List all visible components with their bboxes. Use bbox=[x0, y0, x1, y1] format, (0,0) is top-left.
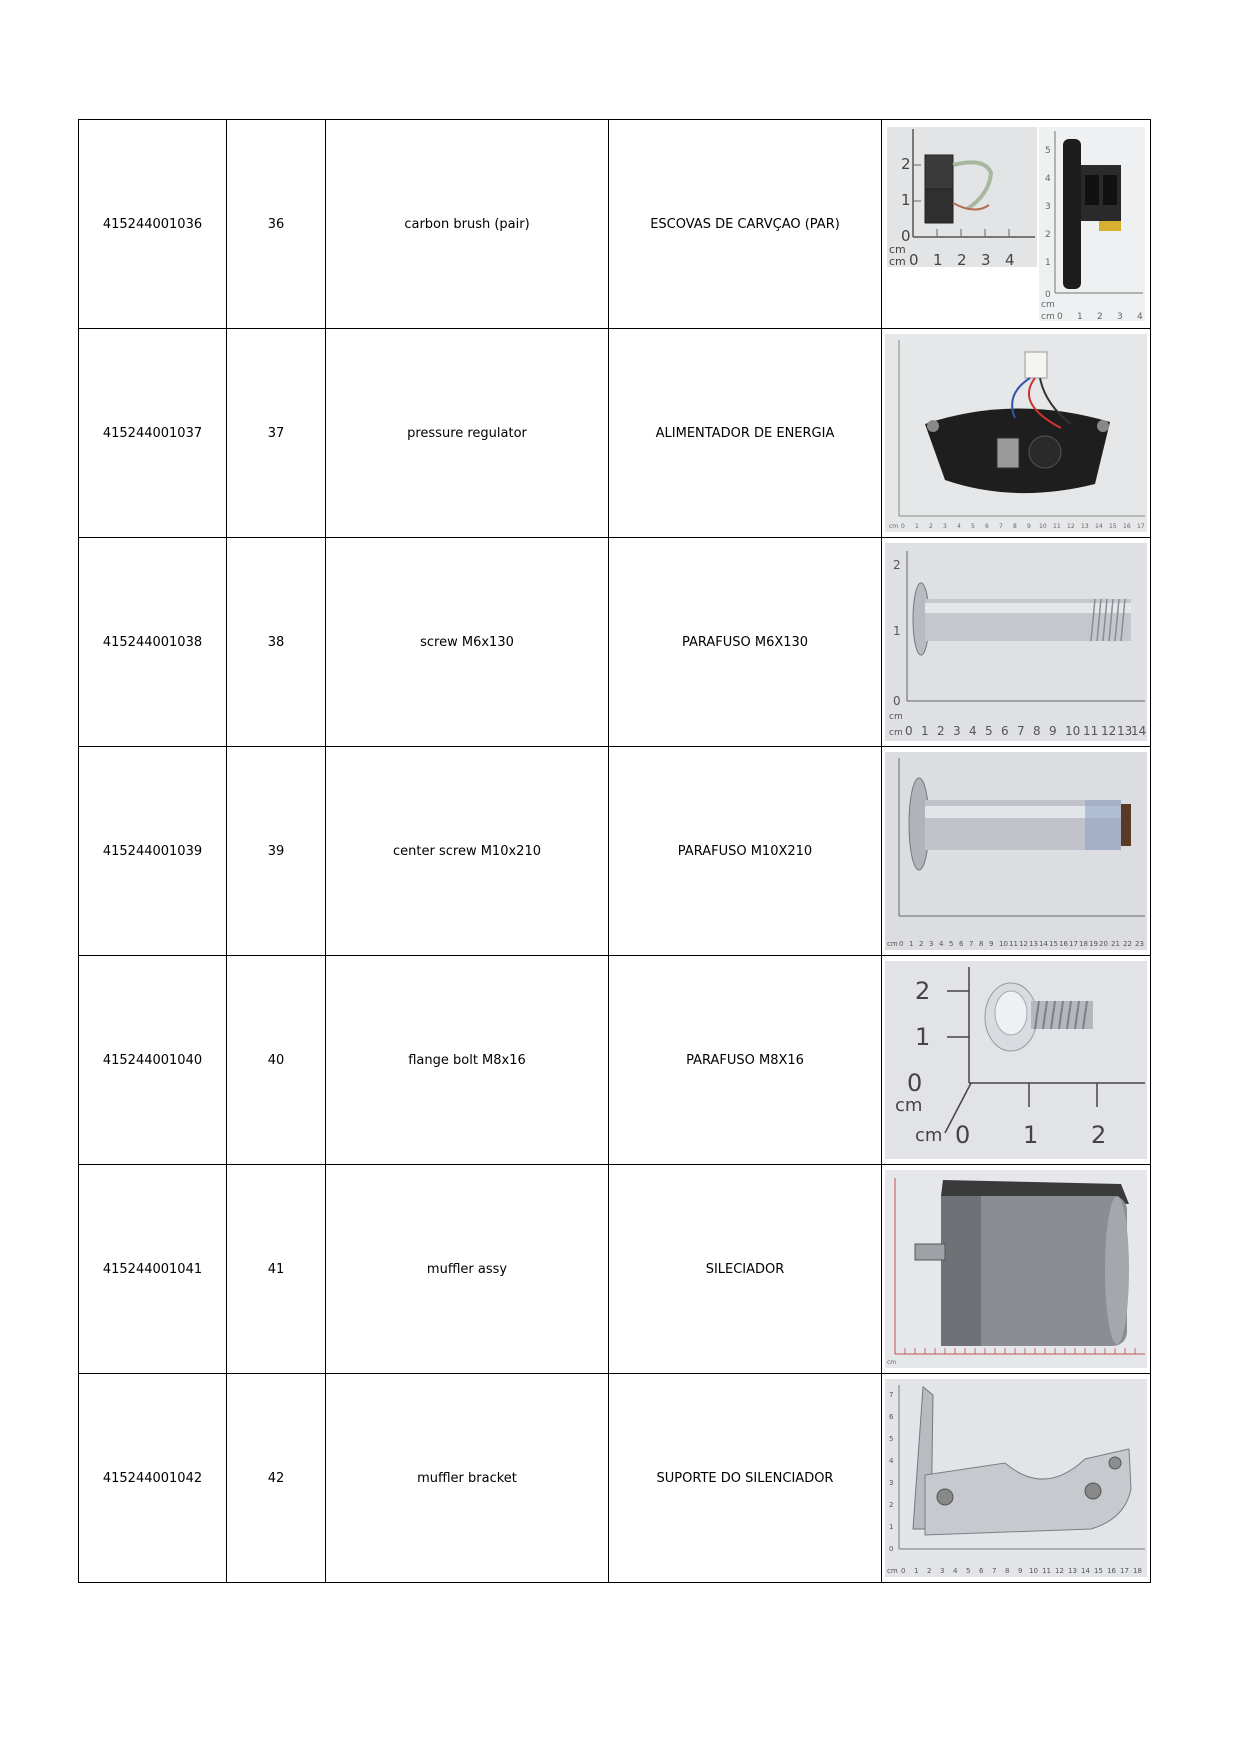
svg-text:cm: cm bbox=[915, 1125, 943, 1146]
svg-text:6: 6 bbox=[1001, 724, 1009, 738]
svg-text:11: 11 bbox=[1083, 724, 1099, 738]
svg-text:18: 18 bbox=[1133, 1567, 1142, 1575]
svg-text:cm: cm bbox=[1041, 312, 1055, 322]
svg-text:3: 3 bbox=[943, 523, 947, 530]
svg-text:16: 16 bbox=[1123, 523, 1131, 530]
svg-text:16: 16 bbox=[1107, 1567, 1116, 1575]
item-number: 37 bbox=[227, 329, 326, 538]
svg-text:4: 4 bbox=[957, 523, 961, 530]
muffler-photo bbox=[885, 1170, 1147, 1368]
svg-text:1: 1 bbox=[889, 1523, 894, 1531]
svg-text:13: 13 bbox=[1117, 724, 1133, 738]
svg-text:1: 1 bbox=[914, 1567, 919, 1575]
svg-text:12: 12 bbox=[1055, 1567, 1064, 1575]
svg-text:8: 8 bbox=[1005, 1567, 1010, 1575]
svg-text:14: 14 bbox=[1081, 1567, 1090, 1575]
svg-text:4: 4 bbox=[889, 1457, 894, 1465]
table-row bbox=[79, 1165, 1151, 1374]
svg-text:2: 2 bbox=[889, 1501, 894, 1509]
svg-text:0: 0 bbox=[907, 1069, 923, 1097]
muffler-bracket-photo bbox=[885, 1379, 1147, 1577]
svg-text:5: 5 bbox=[1045, 146, 1051, 156]
svg-text:11: 11 bbox=[1009, 940, 1018, 948]
svg-text:1: 1 bbox=[933, 251, 943, 269]
description-portuguese: PARAFUSO M8X16 bbox=[609, 956, 882, 1165]
svg-text:2: 2 bbox=[957, 251, 967, 269]
svg-text:0: 0 bbox=[901, 1567, 906, 1575]
item-number: 40 bbox=[227, 956, 326, 1165]
part-photo-cell bbox=[882, 1374, 1151, 1583]
svg-text:0: 0 bbox=[889, 1545, 894, 1553]
svg-text:0: 0 bbox=[955, 1121, 971, 1149]
svg-text:3: 3 bbox=[889, 1479, 894, 1487]
svg-text:13: 13 bbox=[1081, 523, 1089, 530]
svg-text:5: 5 bbox=[985, 724, 993, 738]
svg-text:5: 5 bbox=[966, 1567, 971, 1575]
svg-text:10: 10 bbox=[1029, 1567, 1038, 1575]
svg-text:9: 9 bbox=[989, 940, 994, 948]
svg-text:9: 9 bbox=[1018, 1567, 1023, 1575]
svg-text:0: 0 bbox=[899, 940, 904, 948]
svg-text:17: 17 bbox=[1069, 940, 1078, 948]
svg-text:4: 4 bbox=[1005, 251, 1015, 269]
table-row bbox=[79, 956, 1151, 1165]
table-row bbox=[79, 329, 1151, 538]
svg-text:1: 1 bbox=[921, 724, 929, 738]
svg-text:cm: cm bbox=[895, 1095, 923, 1116]
part-code: 415244001041 bbox=[79, 1165, 227, 1374]
part-photo-cell bbox=[882, 538, 1151, 747]
svg-text:4: 4 bbox=[939, 940, 944, 948]
svg-text:3: 3 bbox=[981, 251, 991, 269]
svg-text:8: 8 bbox=[1033, 724, 1041, 738]
svg-text:20: 20 bbox=[1099, 940, 1108, 948]
svg-text:0: 0 bbox=[1057, 312, 1063, 322]
svg-text:11: 11 bbox=[1053, 523, 1061, 530]
table-row bbox=[79, 1374, 1151, 1583]
svg-text:0: 0 bbox=[893, 694, 901, 708]
svg-text:9: 9 bbox=[1049, 724, 1057, 738]
svg-text:19: 19 bbox=[1089, 940, 1098, 948]
svg-text:0: 0 bbox=[905, 724, 913, 738]
description-english: muffler bracket bbox=[326, 1374, 609, 1583]
svg-text:14: 14 bbox=[1039, 940, 1048, 948]
description-portuguese: PARAFUSO M10X210 bbox=[609, 747, 882, 956]
svg-text:7: 7 bbox=[1017, 724, 1025, 738]
svg-text:2: 2 bbox=[915, 977, 931, 1005]
svg-text:11: 11 bbox=[1042, 1567, 1051, 1575]
svg-text:4: 4 bbox=[969, 724, 977, 738]
description-portuguese: PARAFUSO M6X130 bbox=[609, 538, 882, 747]
svg-text:6: 6 bbox=[985, 523, 989, 530]
item-number: 42 bbox=[227, 1374, 326, 1583]
table-row bbox=[79, 538, 1151, 747]
svg-text:3: 3 bbox=[929, 940, 934, 948]
part-code: 415244001037 bbox=[79, 329, 227, 538]
flange-bolt-photo bbox=[885, 961, 1147, 1159]
svg-text:23: 23 bbox=[1135, 940, 1144, 948]
svg-text:0: 0 bbox=[901, 523, 905, 530]
svg-text:8: 8 bbox=[1013, 523, 1017, 530]
voltage-regulator-photo bbox=[885, 334, 1147, 532]
svg-text:21: 21 bbox=[1111, 940, 1120, 948]
svg-text:5: 5 bbox=[971, 523, 975, 530]
table-row bbox=[79, 120, 1151, 329]
svg-text:3: 3 bbox=[1117, 312, 1123, 322]
svg-text:16: 16 bbox=[1059, 940, 1068, 948]
svg-text:1: 1 bbox=[1077, 312, 1083, 322]
svg-text:cm: cm bbox=[889, 728, 903, 738]
svg-text:cm: cm bbox=[889, 255, 906, 268]
svg-text:5: 5 bbox=[889, 1435, 894, 1443]
item-number: 36 bbox=[227, 120, 326, 329]
svg-text:13: 13 bbox=[1068, 1567, 1077, 1575]
svg-text:1: 1 bbox=[909, 940, 914, 948]
svg-text:1: 1 bbox=[915, 523, 919, 530]
svg-text:0: 0 bbox=[909, 251, 919, 269]
description-english: muffler assy bbox=[326, 1165, 609, 1374]
svg-text:2: 2 bbox=[893, 558, 901, 572]
svg-text:12: 12 bbox=[1067, 523, 1075, 530]
part-photo-cell bbox=[882, 1165, 1151, 1374]
svg-text:5: 5 bbox=[949, 940, 954, 948]
svg-text:1: 1 bbox=[915, 1023, 931, 1051]
svg-text:17: 17 bbox=[1137, 523, 1145, 530]
part-photo-cell bbox=[882, 329, 1151, 538]
svg-text:1: 1 bbox=[1045, 258, 1051, 268]
svg-text:9: 9 bbox=[1027, 523, 1031, 530]
svg-text:3: 3 bbox=[940, 1567, 945, 1575]
parts-table bbox=[78, 119, 1151, 1583]
description-portuguese: SUPORTE DO SILENCIADOR bbox=[609, 1374, 882, 1583]
svg-text:13: 13 bbox=[1029, 940, 1038, 948]
svg-text:7: 7 bbox=[999, 523, 1003, 530]
svg-text:7: 7 bbox=[992, 1567, 997, 1575]
svg-text:8: 8 bbox=[979, 940, 984, 948]
svg-text:cm: cm bbox=[887, 940, 898, 948]
svg-text:6: 6 bbox=[979, 1567, 984, 1575]
svg-text:4: 4 bbox=[1045, 174, 1051, 184]
item-number: 39 bbox=[227, 747, 326, 956]
svg-text:2: 2 bbox=[927, 1567, 932, 1575]
svg-text:22: 22 bbox=[1123, 940, 1132, 948]
svg-text:6: 6 bbox=[889, 1413, 894, 1421]
carbon-brush-photo bbox=[885, 125, 1147, 323]
svg-text:2: 2 bbox=[1097, 312, 1103, 322]
item-number: 38 bbox=[227, 538, 326, 747]
svg-text:7: 7 bbox=[889, 1391, 894, 1399]
svg-text:1: 1 bbox=[893, 624, 901, 638]
svg-text:4: 4 bbox=[1137, 312, 1143, 322]
svg-text:2: 2 bbox=[929, 523, 933, 530]
svg-text:2: 2 bbox=[1091, 1121, 1107, 1149]
svg-text:cm: cm bbox=[887, 1359, 897, 1366]
svg-text:14: 14 bbox=[1131, 724, 1147, 738]
part-photo-cell bbox=[882, 956, 1151, 1165]
svg-text:cm: cm bbox=[889, 523, 899, 530]
svg-text:6: 6 bbox=[959, 940, 964, 948]
svg-text:2: 2 bbox=[937, 724, 945, 738]
svg-text:10: 10 bbox=[999, 940, 1008, 948]
svg-text:15: 15 bbox=[1094, 1567, 1103, 1575]
description-english: screw M6x130 bbox=[326, 538, 609, 747]
part-code: 415244001038 bbox=[79, 538, 227, 747]
description-portuguese: ALIMENTADOR DE ENERGIA bbox=[609, 329, 882, 538]
part-code: 415244001042 bbox=[79, 1374, 227, 1583]
svg-text:7: 7 bbox=[969, 940, 974, 948]
part-code: 415244001036 bbox=[79, 120, 227, 329]
description-english: carbon brush (pair) bbox=[326, 120, 609, 329]
svg-text:3: 3 bbox=[1045, 202, 1051, 212]
part-code: 415244001039 bbox=[79, 747, 227, 956]
svg-text:cm: cm bbox=[889, 243, 906, 256]
svg-text:cm: cm bbox=[887, 1567, 898, 1575]
svg-text:12: 12 bbox=[1101, 724, 1117, 738]
svg-text:cm: cm bbox=[1041, 300, 1055, 310]
description-english: center screw M10x210 bbox=[326, 747, 609, 956]
svg-text:18: 18 bbox=[1079, 940, 1088, 948]
svg-text:cm: cm bbox=[889, 712, 903, 722]
part-code: 415244001040 bbox=[79, 956, 227, 1165]
description-portuguese: SILECIADOR bbox=[609, 1165, 882, 1374]
table-row bbox=[79, 747, 1151, 956]
screw-photo bbox=[885, 543, 1147, 741]
svg-text:1: 1 bbox=[901, 191, 911, 209]
svg-text:15: 15 bbox=[1109, 523, 1117, 530]
description-english: flange bolt M8x16 bbox=[326, 956, 609, 1165]
svg-text:12: 12 bbox=[1019, 940, 1028, 948]
svg-text:10: 10 bbox=[1039, 523, 1047, 530]
svg-text:0: 0 bbox=[901, 227, 911, 245]
svg-text:17: 17 bbox=[1120, 1567, 1129, 1575]
item-number: 41 bbox=[227, 1165, 326, 1374]
svg-text:15: 15 bbox=[1049, 940, 1058, 948]
part-photo-cell bbox=[882, 120, 1151, 329]
description-english: pressure regulator bbox=[326, 329, 609, 538]
svg-text:1: 1 bbox=[1023, 1121, 1039, 1149]
svg-text:2: 2 bbox=[901, 155, 911, 173]
part-photo-cell bbox=[882, 747, 1151, 956]
svg-text:4: 4 bbox=[953, 1567, 958, 1575]
svg-text:2: 2 bbox=[1045, 230, 1051, 240]
svg-text:0: 0 bbox=[1045, 290, 1051, 300]
svg-text:2: 2 bbox=[919, 940, 924, 948]
center-screw-photo bbox=[885, 752, 1147, 950]
svg-text:3: 3 bbox=[953, 724, 961, 738]
description-portuguese: ESCOVAS DE CARVÇAO (PAR) bbox=[609, 120, 882, 329]
svg-text:14: 14 bbox=[1095, 523, 1103, 530]
svg-text:10: 10 bbox=[1065, 724, 1081, 738]
